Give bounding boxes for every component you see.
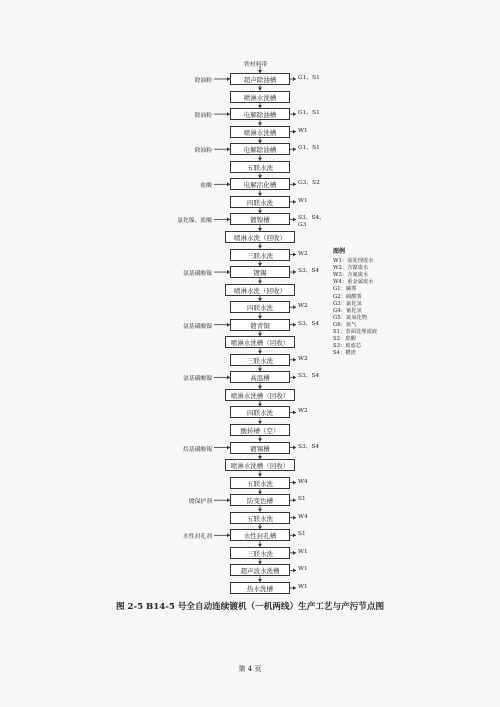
output-arrowhead	[293, 586, 296, 590]
output-arrowhead	[293, 446, 296, 450]
emission-output-label: W1	[298, 566, 308, 573]
input-chemical-label: 除油粉	[194, 148, 212, 155]
legend-item: G3：氯化氢	[333, 300, 362, 307]
process-step-box: 五联水洗	[230, 512, 290, 524]
process-step-box: 喷淋水洗槽（回收）	[225, 389, 295, 401]
output-arrowhead	[293, 323, 296, 327]
process-step-box: 喷淋水洗槽（回收）	[225, 336, 295, 348]
emission-output-label: S1	[298, 531, 306, 538]
process-step-box: 超声波水洗槽	[230, 564, 290, 576]
process-step-box: 喷淋水洗（回收）	[225, 284, 295, 296]
output-arrowhead	[293, 551, 296, 555]
process-step-box: 三联水洗	[230, 249, 290, 261]
process-step-box: 电解活化槽	[230, 178, 290, 190]
legend-item: G5：氮氧化物	[333, 314, 368, 321]
input-chemical-label: 氨基磺酸镍	[183, 376, 212, 383]
output-arrowhead	[293, 77, 296, 81]
emission-output-label: W1	[298, 548, 308, 555]
output-arrowhead	[293, 305, 296, 309]
input-chemical-label: 水性封孔剂	[183, 534, 212, 541]
process-step-box: 三联水洗	[230, 354, 290, 366]
process-step-box: 电解除油槽	[230, 143, 290, 155]
legend-item: S4：槽渣	[333, 350, 356, 357]
emission-output-label: S3、S4	[298, 268, 320, 275]
emission-output-label: W2	[298, 250, 308, 257]
input-chemical-label: 氨基磺酸镍	[183, 323, 212, 330]
input-chemical-label: 除油粉	[194, 78, 212, 84]
emission-output-label: W1	[298, 583, 308, 590]
output-arrowhead	[293, 516, 296, 520]
emission-output-label: W4	[298, 478, 308, 485]
emission-output-label: G1、S1	[298, 110, 320, 117]
legend-item: G2：硫酸雾	[333, 293, 362, 300]
input-chemical-label: 镀保护剂	[188, 499, 212, 506]
output-arrowhead	[293, 481, 296, 485]
input-chemical-label: 烷基磺酸锡	[183, 446, 212, 453]
legend-item: S3：废滤芯	[333, 343, 362, 350]
process-step-box: 镀青铜	[230, 319, 290, 331]
emission-output-label: S1	[298, 496, 306, 503]
page-number: 第 4 页	[238, 665, 262, 673]
emission-output-label: W2	[298, 303, 308, 310]
process-step-box: 四联水洗	[230, 406, 290, 418]
process-step-box: 四联水洗	[230, 196, 290, 208]
process-step-box: 喷淋水洗（回收）	[225, 231, 295, 243]
process-step-box: 三联水洗	[230, 547, 290, 559]
output-arrowhead	[293, 147, 296, 151]
output-arrowhead	[293, 568, 296, 572]
emission-output-label: W2	[298, 355, 308, 362]
legend-title: 图例	[333, 248, 346, 255]
process-step-box: 高温槽	[230, 371, 290, 383]
output-arrowhead	[293, 358, 296, 362]
emission-output-label: W1	[298, 197, 308, 204]
emission-output-label: S3、S4、G3	[298, 215, 325, 229]
process-step-box: 四联水洗	[230, 301, 290, 313]
emission-output-label: S3、S4	[298, 320, 320, 327]
legend-item: S2：废酸	[333, 336, 356, 343]
process-step-box: 热水洗槽	[230, 582, 290, 594]
legend-item: G6：氨气	[333, 321, 357, 328]
process-step-box: 镀镍槽	[230, 213, 290, 225]
process-step-box: 镀锡	[230, 266, 290, 278]
process-step-box: 喷淋水洗槽	[230, 91, 290, 103]
process-step-box: 水性封孔槽	[230, 529, 290, 541]
legend	[333, 248, 377, 357]
legend-item: G4：氰化氢	[333, 307, 362, 314]
emission-output-label: G3、S2	[298, 180, 320, 187]
flow-start-label: 铁材料带	[244, 62, 268, 68]
legend-items	[333, 258, 377, 357]
output-arrowhead	[293, 130, 296, 134]
output-arrowhead	[293, 200, 296, 204]
emission-output-label: S3、S4	[298, 373, 320, 380]
process-step-box: 防变色槽	[230, 494, 290, 506]
process-step-box: 超声除油槽	[230, 73, 290, 85]
output-arrowhead	[293, 112, 296, 116]
input-chemical-label: 氯化镍、盐酸	[177, 218, 212, 225]
process-step-box: 喷淋水洗槽（回收）	[225, 459, 295, 471]
output-arrowhead	[293, 533, 296, 537]
legend-item: W4：重金属废水	[333, 279, 374, 286]
legend-item: W2：含镍废水	[333, 265, 369, 272]
emission-output-label: W1	[298, 127, 308, 134]
emission-output-label: G1、S1	[298, 145, 320, 152]
emission-output-label: S3、S4	[298, 443, 320, 450]
legend-item: W1：前处理废水	[333, 258, 374, 265]
input-chemical-label: 除油粉	[194, 113, 212, 120]
process-step-box: 五联水洗	[230, 161, 290, 173]
output-arrowhead	[293, 375, 296, 379]
process-step-box: 电解除油槽	[230, 108, 290, 120]
input-chemical-label: 盐酸	[200, 183, 212, 190]
output-arrowhead	[293, 217, 296, 221]
output-arrowhead	[293, 270, 296, 274]
process-step-box: 酸转槽（空）	[230, 424, 290, 436]
emission-output-label: G1、S1	[298, 75, 320, 81]
figure-caption: 图 2-5 B14-5 号全自动连续镀机（一机两线）生产工艺与产污节点图	[115, 602, 385, 612]
output-arrowhead	[293, 182, 296, 186]
process-step-box: 喷淋水洗槽	[230, 126, 290, 138]
emission-output-label: W4	[298, 513, 308, 520]
output-arrowhead	[293, 410, 296, 414]
process-step-box: 镀锡槽	[230, 442, 290, 454]
process-step-box: 五联水洗	[230, 477, 290, 489]
input-chemical-label: 氨基磺酸镍	[183, 271, 212, 278]
legend-item: W3：含氰废水	[333, 272, 369, 279]
output-arrowhead	[293, 498, 296, 502]
legend-item: S1：表面处理废液	[333, 329, 378, 336]
emission-output-label: W2	[298, 408, 308, 415]
legend-item: G1：碱雾	[333, 286, 357, 293]
output-arrowhead	[293, 253, 296, 257]
